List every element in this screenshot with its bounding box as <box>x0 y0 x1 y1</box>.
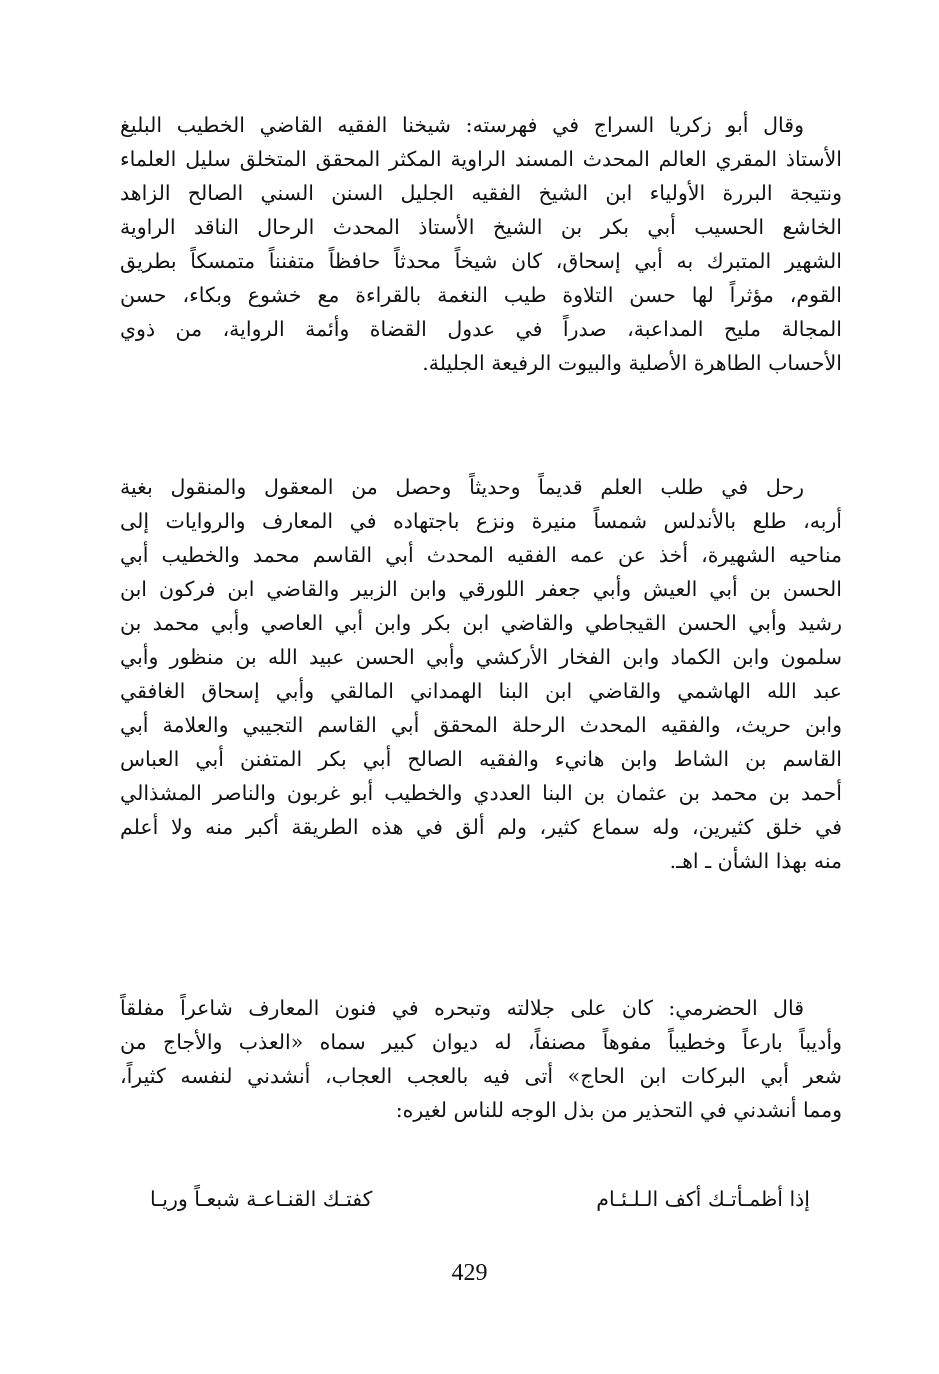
text-line: شعر أبي البركات ابن الحاج» أتى فيه بالعجب العجاب، أنشدني لنفسه كثيراً، <box>120 1064 842 1088</box>
text-line: وقال أبو زكريا السراج في فهرسته: شيخنا الفقيه القاضي الخطيب البليغ <box>120 113 804 137</box>
text-line: رشيد وأبي الحسن القيجاطي والقاضي ابن بكر وابن أبي العاصي وأبي محمد بن <box>120 611 842 635</box>
text-line: ومما أنشدني في التحذير من بذل الوجه للناس لغيره: <box>395 1098 842 1122</box>
text-line: الحسن بن أبي العيش وأبي جعفر اللورقي وابن الزبير والقاضي ابن فركون ابن <box>120 577 842 601</box>
text-line: الشهير المتبرك به أبي إسحاق، كان شيخاً محدثاً حافظاً متفنناً متمسكاً بطريق <box>120 249 842 273</box>
verse-second-hemistich: كفتـك القنـاعـة شبعـاً وريـا <box>150 1187 373 1211</box>
text-line: أربه، طلع بالأندلس شمساً منيرة ونزع باجتهاده في المعارف والروايات إلى <box>120 509 842 533</box>
text-line: الأحساب الطاهرة الأصلية والبيوت الرفيعة الجليلة. <box>422 351 842 375</box>
text-line: القوم، مؤثراً لها حسن التلاوة طيب النغمة بالقراءة مع خشوع وبكاء، حسن <box>120 283 842 307</box>
text-line: الأستاذ المقري العالم المحدث المسند الراوية المكثر المحقق المتخلق سليل العلماء <box>120 147 842 171</box>
text-line: في خلق كثيرين، وله سماع كثير، ولم ألق في هذه الطريقة أكبر منه ولا أعلم <box>120 815 842 839</box>
text-line: ونتيجة البررة الأولياء ابن الشيخ الفقيه الجليل السنن السني الصالح الزاهد <box>120 181 842 205</box>
poetry-verse <box>150 1182 810 1216</box>
text-line: قال الحضرمي: كان على جلالته وتبحره في فنون المعارف شاعراً مفلقاً <box>120 996 804 1020</box>
text-line: وأديباً بارعاً وخطيباً مفوهاً مصنفاً، له ديوان كبير سماه «العذب والأجاج من <box>120 1030 842 1054</box>
text-line: القاسم بن الشاط وابن هانيء والفقيه الصالح أبي بكر المتفنن أبي العباس <box>120 747 842 771</box>
text-line: سلمون وابن الكماد وابن الفخار الأركشي وأبي الحسن عبيد الله بن منظور وأبي <box>120 645 842 669</box>
paragraph-3 <box>120 991 842 1127</box>
text-line: أحمد بن محمد بن عثمان بن البنا العددي والخطيب أبو غربون والناصر المشذالي <box>120 781 842 805</box>
text-line: وابن حريث، والفقيه المحدث الرحلة المحقق أبي القاسم التجيبي والعلامة أبي <box>120 713 842 737</box>
text-line: مناحيه الشهيرة، أخذ عن عمه الفقيه المحدث أبي القاسم محمد والخطيب أبي <box>120 543 842 567</box>
text-line: منه بهذا الشأن ـ اهـ. <box>669 849 842 873</box>
verse-first-hemistich: إذا أظمـأتـك أكف الـلـئـام <box>596 1187 810 1211</box>
text-line: رحل في طلب العلم قديماً وحديثاً وحصل من المعقول والمنقول بغية <box>120 475 804 499</box>
paragraph-2 <box>120 470 842 878</box>
text-line: المجالة مليح المداعبة، صدراً في عدول القضاة وأئمة الرواية، من ذوي <box>120 317 842 341</box>
text-line: عبد الله الهاشمي والقاضي ابن البنا الهمداني المالقي وأبي إسحاق الغافقي <box>120 679 842 703</box>
text-line: الخاشع الحسيب أبي بكر بن الشيخ الأستاذ المحدث الرحال الناقد الراوية <box>120 215 842 239</box>
paragraph-1 <box>120 108 842 380</box>
page-number: 429 <box>451 1260 488 1286</box>
